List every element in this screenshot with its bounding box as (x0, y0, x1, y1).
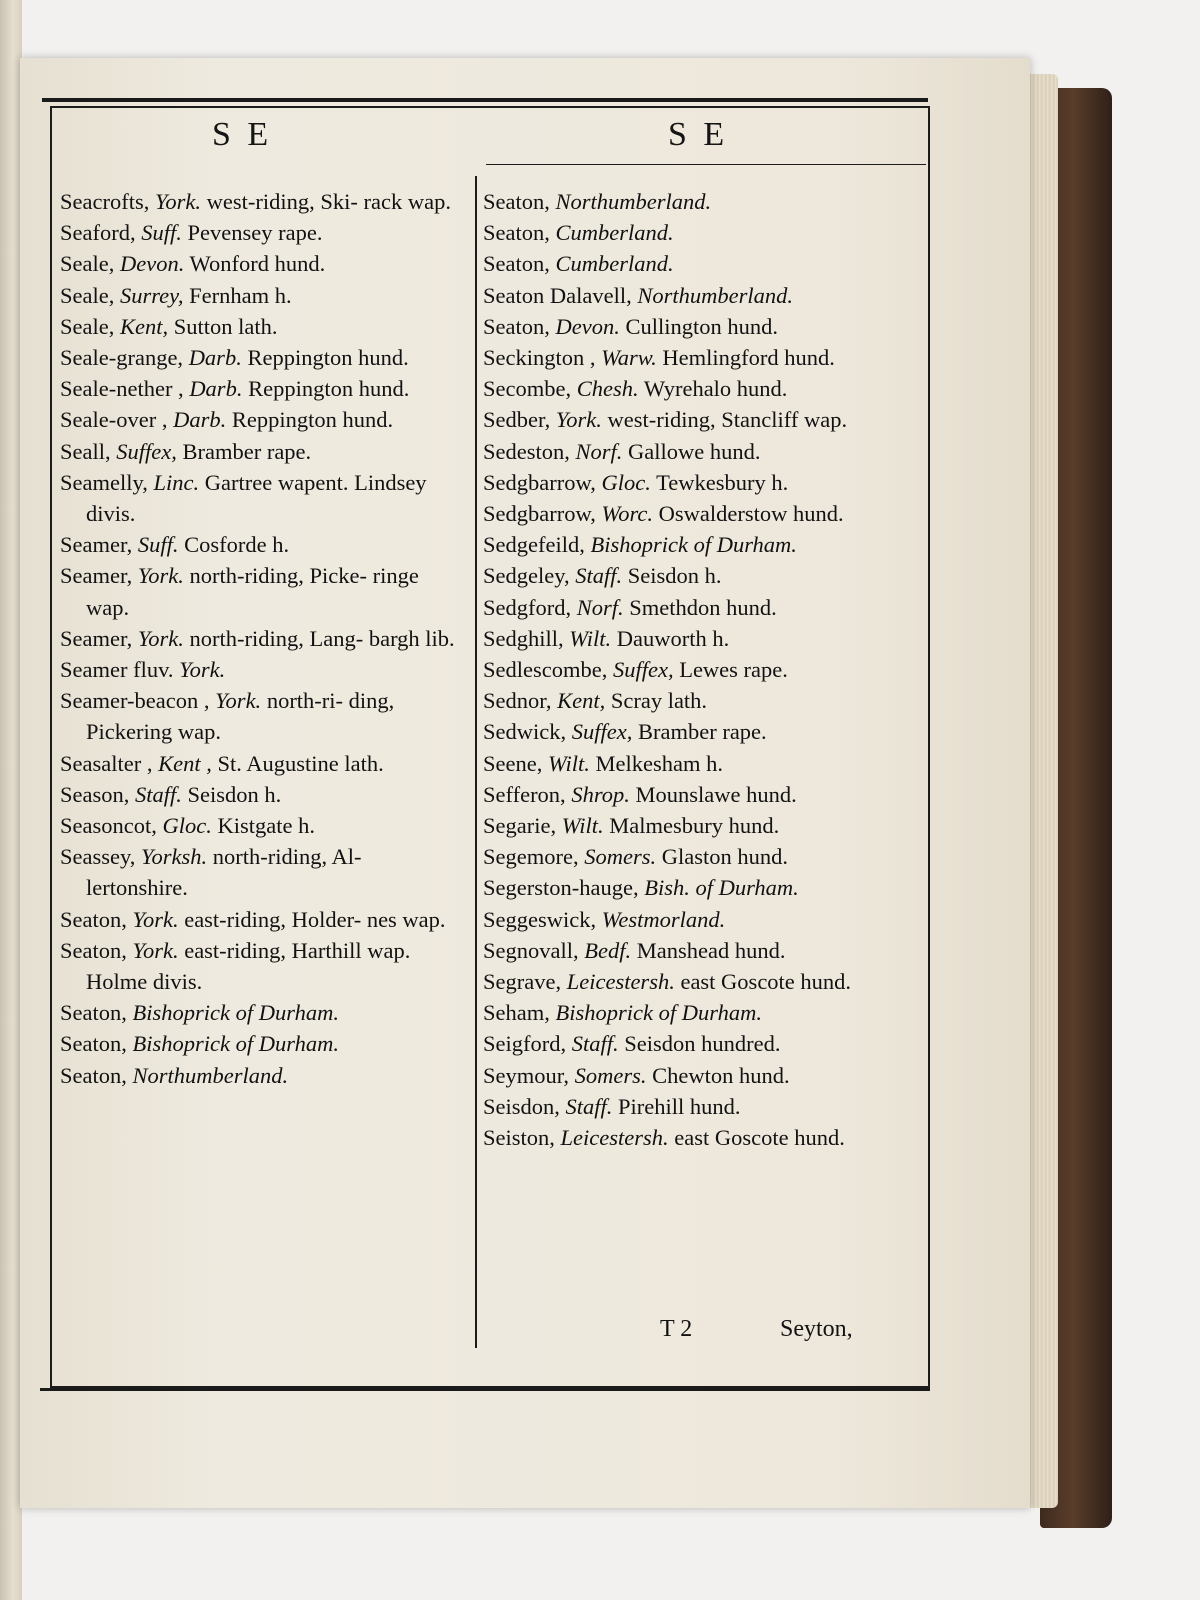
division-text: Bramber rape. (632, 719, 767, 745)
division-text: Wonford hund. (184, 251, 326, 277)
gazetteer-entry (60, 373, 460, 404)
county-name: Northumberland. (637, 282, 793, 308)
left-column (60, 186, 460, 1091)
gazetteer-entry (483, 966, 883, 997)
county-name: York. (215, 688, 262, 714)
facing-page-edge (0, 0, 22, 1600)
place-name: Seaton, (60, 1031, 133, 1057)
county-name: Darb. (189, 376, 243, 402)
gazetteer-entry (483, 529, 883, 560)
county-name: York. (179, 657, 226, 683)
gazetteer-entry (483, 841, 883, 872)
county-name: Chesh. (576, 376, 639, 402)
signature-mark: T 2 (660, 1316, 693, 1342)
gazetteer-entry (60, 280, 460, 311)
place-name: Sedwick, (483, 719, 572, 745)
county-name: Wilt. (561, 813, 604, 839)
gazetteer-entry (483, 467, 883, 498)
county-name: Staff. (135, 781, 182, 807)
gazetteer-entry (483, 748, 883, 779)
county-name: Bish. of Durham. (644, 875, 799, 901)
place-name: Segrave, (483, 969, 567, 995)
county-name: York. (555, 407, 602, 433)
division-text: west-riding, Ski- rack wap. (201, 189, 451, 214)
county-name: Bishoprick of Durham. (132, 1031, 339, 1057)
gazetteer-entry (483, 436, 883, 467)
place-name: Seaton, (483, 220, 556, 246)
county-name: Somers. (584, 844, 657, 870)
catchword: Seyton, (780, 1316, 853, 1342)
county-name: York. (132, 937, 179, 963)
division-text: north-riding, Lang- bargh lib. (183, 625, 455, 651)
gazetteer-entry (483, 1028, 883, 1059)
division-text: Hemlingford hund. (656, 345, 835, 371)
county-name: Kent, (119, 313, 169, 339)
county-name: Devon. (119, 251, 185, 277)
division-text: Melkesham h. (589, 750, 723, 776)
gazetteer-entry (483, 248, 883, 279)
gazetteer-entry (60, 810, 460, 841)
county-name: Bishoprick of Durham. (132, 1000, 339, 1026)
gazetteer-entry (483, 935, 883, 966)
place-name: Seisdon, (483, 1093, 566, 1119)
county-name: Cumberland. (555, 220, 674, 246)
county-name: Norf. (576, 594, 624, 620)
place-name: Seasoncot, (60, 813, 163, 839)
gazetteer-entry (483, 997, 883, 1028)
gazetteer-entry (483, 498, 883, 529)
gazetteer-entry (483, 654, 883, 685)
place-name: Seaford, (60, 220, 142, 246)
head-rule (486, 164, 926, 165)
gazetteer-entry (483, 311, 883, 342)
gazetteer-entry (60, 779, 460, 810)
place-name: Sednor, (483, 688, 558, 714)
gazetteer-entry (60, 654, 460, 685)
division-text: north-riding, Al- lertonshire. (86, 844, 362, 901)
county-name: Leicestersh. (560, 1125, 669, 1151)
gazetteer-entry (483, 810, 883, 841)
division-text: Dauworth h. (611, 625, 730, 651)
division-text: east-riding, Holder- nes wap. (178, 906, 446, 932)
gazetteer-entry (483, 186, 883, 217)
gazetteer-entry (60, 1060, 460, 1091)
division-text: Smethdon hund. (623, 594, 777, 620)
place-name: Seaton, (483, 313, 556, 339)
place-name: Seale-grange, (60, 345, 189, 371)
division-text: west-riding, Stancliff wap. (601, 407, 848, 433)
place-name: Seale-nether , (60, 376, 190, 402)
county-name: Suffex, (116, 438, 177, 464)
gazetteer-entry (60, 748, 460, 779)
county-name: Surrey, (119, 282, 184, 308)
county-name: Northumberland. (132, 1062, 289, 1088)
gazetteer-entry (483, 716, 883, 747)
county-name: York. (137, 563, 184, 589)
place-name: Secombe, (483, 376, 577, 402)
bottom-rule (40, 1388, 930, 1391)
place-name: Seaton, (483, 189, 556, 214)
place-name: Seale-over , (60, 407, 174, 433)
county-name: Worc. (601, 501, 653, 527)
division-text: Manshead hund. (631, 937, 786, 963)
division-text: Tewkesbury h. (650, 469, 789, 495)
county-name: Warw. (601, 345, 657, 371)
county-name: York. (154, 189, 202, 214)
county-name: Bishoprick of Durham. (555, 1000, 762, 1026)
division-text: Reppington hund. (226, 407, 394, 433)
gazetteer-entry (483, 872, 883, 903)
place-name: Sedeston, (483, 438, 576, 464)
left-running-head: S E (212, 116, 273, 153)
gazetteer-entry (60, 685, 460, 747)
division-text: Seisdon h. (622, 563, 722, 589)
gazetteer-entry (483, 779, 883, 810)
county-name: Devon. (555, 313, 620, 339)
county-name: Bedf. (584, 937, 632, 963)
gazetteer-entry (60, 248, 460, 279)
county-name: Staff. (575, 563, 623, 589)
division-text: east-riding, Harthill wap. Holme divis. (86, 937, 411, 995)
top-rule (42, 98, 928, 102)
division-text: Gartree wapent. Lindsey divis. (86, 469, 427, 527)
place-name: Sedghill, (483, 625, 570, 651)
gazetteer-entry (60, 1028, 460, 1059)
place-name: Seacrofts, (60, 189, 155, 214)
gazetteer-entry (60, 342, 460, 373)
county-name: Cumberland. (555, 251, 674, 277)
county-name: Kent , (158, 750, 212, 776)
county-name: York. (132, 906, 179, 932)
place-name: Sedgbarrow, (483, 501, 602, 527)
place-name: Sedber, (483, 407, 556, 433)
county-name: Darb. (188, 345, 242, 371)
gazetteer-entry (483, 904, 883, 935)
division-text: Lewes rape. (673, 657, 788, 683)
place-name: Seale, (60, 282, 120, 308)
county-name: Wilt. (569, 625, 612, 651)
place-name: Seamer fluv. (60, 657, 180, 683)
division-text: St. Augustine lath. (211, 750, 384, 776)
place-name: Seamer, (60, 625, 138, 651)
place-name: Segerston-hauge, (483, 875, 645, 901)
place-name: Seymour, (483, 1062, 575, 1088)
gazetteer-entry (60, 436, 460, 467)
county-name: Northumberland. (555, 189, 712, 214)
division-text: Kistgate h. (211, 813, 315, 839)
division-text: Cullington hund. (619, 313, 778, 339)
county-name: Suffex, (612, 657, 674, 683)
county-name: Leicestersh. (566, 969, 675, 995)
place-name: Seham, (483, 1000, 556, 1026)
county-name: Darb. (173, 407, 227, 433)
division-text: Mounslawe hund. (629, 781, 797, 807)
gazetteer-entry (60, 935, 460, 997)
division-text: Chewton hund. (646, 1062, 790, 1088)
gazetteer-entry (60, 404, 460, 435)
gazetteer-entry (483, 560, 883, 591)
place-name: Seckington , (483, 345, 602, 371)
county-name: Somers. (574, 1062, 647, 1088)
place-name: Seaton, (60, 1062, 133, 1088)
place-name: Seene, (483, 750, 548, 776)
place-name: Segarie, (483, 813, 562, 839)
book-page (20, 58, 1030, 1508)
place-name: Segemore, (483, 844, 585, 870)
place-name: Seale, (60, 313, 120, 339)
county-name: Gloc. (162, 813, 212, 839)
place-name: Sedgbarrow, (483, 469, 602, 495)
place-name: Seassey, (60, 844, 142, 870)
gazetteer-entry (483, 404, 883, 435)
county-name: Norf. (575, 438, 623, 464)
place-name: Sedlescombe, (483, 657, 613, 683)
place-name: Seamer, (60, 563, 138, 589)
division-text: Reppington hund. (241, 345, 409, 371)
gazetteer-entry (483, 1122, 883, 1153)
right-running-head: S E (668, 116, 729, 153)
division-text: Malmesbury hund. (603, 813, 780, 839)
place-name: Segnovall, (483, 937, 585, 963)
place-name: Seamer-beacon , (60, 688, 216, 714)
division-text: Pevensey rape. (181, 220, 323, 246)
place-name: Season, (60, 781, 135, 807)
division-text: east Goscote hund. (668, 1125, 845, 1151)
place-name: Sedgeley, (483, 563, 576, 589)
division-text: Scray lath. (605, 688, 708, 714)
county-name: Staff. (565, 1093, 613, 1119)
gazetteer-entry (483, 342, 883, 373)
division-text: east Goscote hund. (674, 969, 852, 995)
gazetteer-entry (60, 904, 460, 935)
column-divider (475, 176, 477, 1348)
place-name: Seasalter , (60, 750, 159, 776)
gazetteer-entry (60, 217, 460, 248)
county-name: Yorksh. (141, 844, 208, 870)
division-text: Seisdon h. (181, 781, 282, 807)
gazetteer-entry (483, 592, 883, 623)
division-text: Glaston hund. (656, 844, 788, 870)
place-name: Seale, (60, 251, 120, 277)
county-name: Gloc. (601, 469, 651, 495)
gazetteer-entry (483, 1060, 883, 1091)
place-name: Seaton, (483, 251, 556, 277)
division-text: Sutton lath. (168, 313, 278, 339)
place-name: Seigford, (483, 1031, 572, 1057)
gazetteer-entry (60, 560, 460, 622)
county-name: Suff. (141, 220, 182, 246)
gazetteer-entry (60, 841, 460, 903)
gazetteer-entry (60, 623, 460, 654)
gazetteer-entry (483, 280, 883, 311)
place-name: Sefferon, (483, 781, 572, 807)
gazetteer-entry (483, 373, 883, 404)
county-name: Staff. (571, 1031, 619, 1057)
division-text: Cosforde h. (178, 532, 290, 558)
division-text: north-ri- ding, Pickering wap. (86, 688, 395, 745)
gazetteer-entry (60, 186, 460, 217)
gazetteer-entry (60, 467, 460, 529)
division-text: Seisdon hundred. (618, 1031, 781, 1057)
place-name: Seggeswick, (483, 906, 602, 932)
place-name: Seaton, (60, 937, 133, 963)
division-text: Reppington hund. (242, 376, 410, 402)
county-name: York. (137, 625, 184, 651)
county-name: Suffex, (571, 719, 633, 745)
place-name: Seamelly, (60, 469, 154, 495)
right-column (483, 186, 883, 1153)
place-name: Sedgford, (483, 594, 577, 620)
division-text: Bramber rape. (176, 438, 312, 464)
place-name: Seamer, (60, 532, 138, 558)
county-name: Bishoprick of Durham. (590, 532, 797, 558)
gazetteer-entry (483, 1091, 883, 1122)
county-name: Westmorland. (601, 906, 726, 932)
place-name: Seaton, (60, 906, 133, 932)
place-name: Seall, (60, 438, 117, 464)
gazetteer-entry (483, 217, 883, 248)
county-name: Shrop. (571, 781, 630, 807)
division-text: Pirehill hund. (612, 1093, 741, 1119)
gazetteer-entry (60, 529, 460, 560)
gazetteer-entry (60, 997, 460, 1028)
division-text: north-riding, Picke- ringe wap. (86, 563, 419, 620)
county-name: Suff. (137, 532, 179, 558)
gazetteer-entry (60, 311, 460, 342)
division-text: Gallowe hund. (622, 438, 761, 464)
place-name: Seaton Dalavell, (483, 282, 638, 308)
division-text: Wyrehalo hund. (638, 376, 788, 402)
county-name: Kent, (557, 688, 606, 714)
gazetteer-entry (483, 623, 883, 654)
division-text: Fernham h. (183, 282, 292, 308)
gazetteer-entry (483, 685, 883, 716)
division-text: Oswalderstow hund. (652, 501, 844, 527)
place-name: Seaton, (60, 1000, 133, 1026)
place-name: Sedgefeild, (483, 532, 591, 558)
place-name: Seiston, (483, 1125, 561, 1151)
county-name: Linc. (153, 469, 200, 495)
county-name: Wilt. (547, 750, 590, 776)
